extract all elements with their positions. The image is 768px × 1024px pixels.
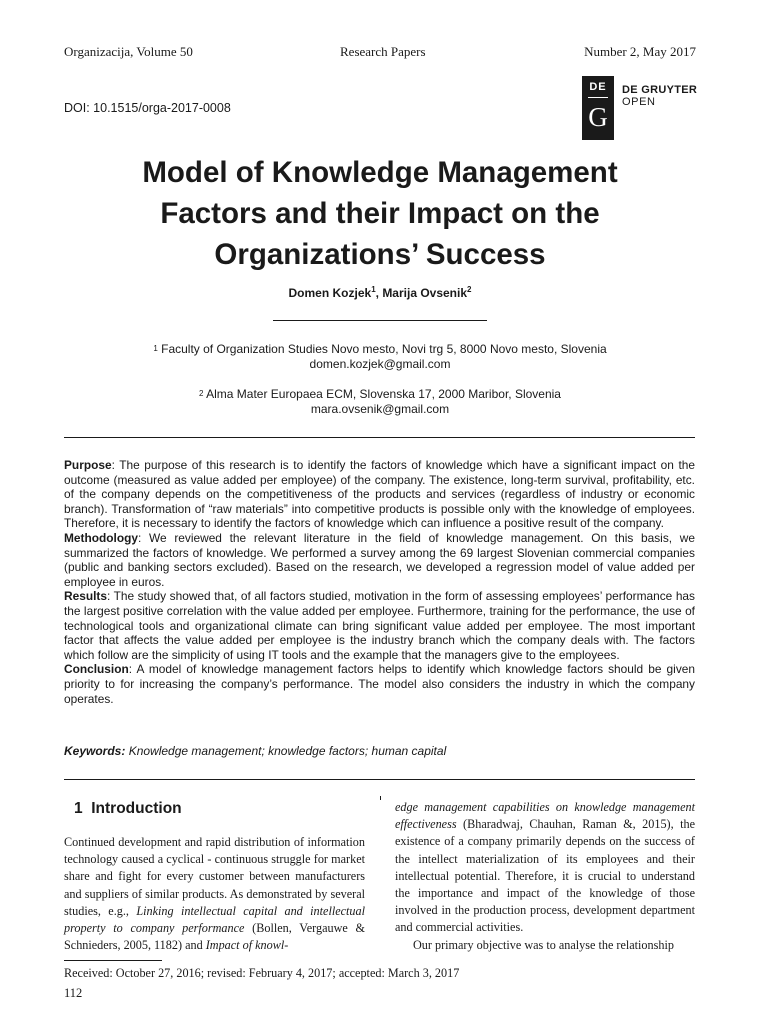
title-line: Model of Knowledge Management (142, 156, 618, 189)
received-dates: Received: October 27, 2016; revised: February 4, 2017; accepted: March 3, 2017 (64, 966, 460, 980)
keywords (64, 744, 695, 758)
body-paragraph (395, 799, 695, 937)
abstract (64, 458, 695, 706)
body-column-left (64, 834, 365, 954)
journal-volume: Organizacija, Volume 50 (64, 44, 193, 59)
abstract-label: Methodology (64, 530, 138, 545)
issue-date: Number 2, May 2017 (584, 44, 696, 59)
affiliation-line: Faculty of Organization Studies Novo mesto, Novi trg 5, 8000 Novo mesto, Slovenia (161, 342, 607, 356)
affiliation-email[interactable]: domen.kozjek@gmail.com (309, 357, 451, 371)
affiliation (64, 387, 696, 417)
author-sup: 1 (371, 285, 376, 294)
abstract-label: Purpose (64, 458, 112, 472)
author-name: Domen Kozjek (288, 286, 372, 300)
affiliation-email[interactable]: mara.ovsenik@gmail.com (310, 402, 450, 416)
title-divider (273, 320, 487, 321)
body-paragraph: Our primary objective was to analyse the relationship (413, 937, 674, 952)
section-label: Research Papers (340, 44, 426, 59)
footnote-rule (64, 960, 162, 961)
abstract-top-rule (64, 437, 695, 438)
cited-title: edge management capabilities on knowledge management effectiveness (395, 800, 695, 832)
author-sup: 2 (467, 285, 472, 294)
paper-title (80, 152, 680, 275)
running-header (64, 44, 696, 60)
publisher-name: DE GRUYTER (622, 84, 698, 96)
publisher-sub: OPEN (622, 96, 656, 108)
cited-title: Linking intellectual capital and intellectual property to company performance (64, 903, 365, 936)
affiliation-line: Alma Mater Europaea ECM, Slovenska 17, 2000 Maribor, Slovenia (206, 387, 561, 401)
section-title: Introduction (91, 800, 182, 817)
logo-divider (588, 97, 608, 98)
doi-link[interactable]: DOI: 10.1515/orga-2017-0008 (64, 101, 231, 115)
abstract-label: Results (64, 589, 107, 604)
author-name: Marija Ovsenik (382, 286, 468, 300)
keywords-text: Knowledge management; knowledge factors; human capital (128, 744, 447, 758)
title-line: Factors and their Impact on the (160, 197, 600, 230)
section-heading (74, 800, 182, 818)
abstract-methodology (64, 531, 695, 589)
abstract-label: Conclusion (64, 662, 129, 677)
abstract-conclusion (64, 662, 695, 706)
column-divider (380, 796, 381, 800)
affiliation (64, 342, 696, 372)
abstract-bottom-rule (64, 779, 695, 780)
publisher-logo-icon (582, 76, 614, 140)
body-text: (Bollen, Vergauwe & Schnieders, 2005, 1182) and (64, 921, 365, 953)
body-text: Continued development and rapid distribution of information technology caused a cyclical - continuous struggle for market share and fight for every customer between manufacturers and suppliers of similar products. As demonstrated by several studies, e.g., (64, 835, 365, 918)
section-number: 1 (74, 800, 83, 817)
abstract-purpose (64, 458, 695, 531)
logo-g-text: G (588, 102, 608, 132)
body-text: (Bharadwaj, Chauhan, Raman &, 2015), the existence of a company primarily depends on the success of the intellect materialization of its employees and their intellectual potential. Therefore, it is crucial to understand the importance and impact of the knowledge of those involved in the production process, development department and commercial activities. (395, 817, 695, 935)
body-column-right (395, 799, 695, 954)
author-list: Domen Kozjek$^1$, Marija Ovsenik$^2$ (288, 285, 472, 300)
abstract-results (64, 589, 695, 662)
affiliation-address (64, 387, 696, 402)
abstract-text: : The study showed that, of all factors studied, motivation in the form of assessing employees’ performance has the largest positive correlation with the value added per employee. Furthermore, training for the performance, the use of technological tools and organizational climate can bring significant value added per employee. The most important factor that affects the value added per employee is the industry branch which the company deals with. The factors which follow are the simplicity of using IT tools and the example that the managers give to the employees. (64, 589, 695, 662)
logo-de-text: DE (589, 81, 607, 93)
page-number: 112 (64, 986, 83, 1000)
cited-title: Impact of knowl- (205, 938, 289, 953)
affiliation-address (64, 342, 696, 357)
affiliation-sup: 1 (153, 344, 158, 353)
title-line: Organizations’ Success (214, 238, 546, 271)
keywords-label: Keywords: (64, 744, 126, 758)
affiliation-sup: 2 (199, 389, 204, 398)
abstract-text: : We reviewed the relevant literature in the field of knowledge management. On this basis, we summarized the factors of knowledge. We performed a survey among the 69 largest Slovenian commercial companies (public and banking sectors excluded). Based on the research, we developed a regression model of value added per employee in euros. (64, 530, 695, 589)
abstract-text: : A model of knowledge management factors helps to identify which knowledge factors should be given priority to for increasing the company’s performance. The model also considers the industry in which the company operates. (64, 662, 695, 706)
body-paragraph (64, 834, 365, 954)
abstract-text: : The purpose of this research is to identify the factors of knowledge which have a significant impact on the outcome (measured as value added per employee) of the company. The existence, long-term survival, profitability, etc. of the company depends on the competitiveness of the products and services (regardless of industry or economic branch). Transformation of “raw materials” into competitive products is possible only with the knowledge of employees. Therefore, it is necessary to identify the factors of knowledge which can influence a positive result of the company. (64, 458, 695, 531)
